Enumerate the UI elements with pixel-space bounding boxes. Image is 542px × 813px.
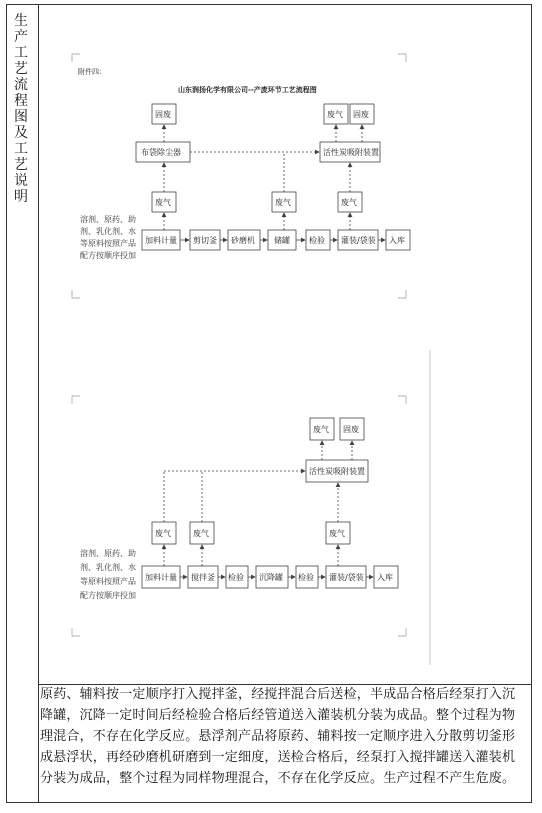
d1-materials-line-2: 剂、乳化剂、水 <box>80 227 136 236</box>
d2-solid-waste-top <box>340 418 364 440</box>
d1-step-storage-in <box>386 230 410 250</box>
process-description: 原药、辅料按一定顺序打入搅拌釜，经搅拌混合后送检，半成品合格后经泵打入沉降罐，沉降一定时间后经检验合格后经管道送入灌装机分装为成品。整个过程为物理混合，不存在化学反应。悬浮剂产品将原药、辅料按一定顺序进入分散剪切釜形成悬浮状，再经砂磨机研磨到一定细度，送检合格后，经泵打入搅拌罐送入灌装机分装为成品，整个过程为同样物理混合，不存在化学反应。生产过程不产生危废。 <box>40 687 516 786</box>
d1-step-filling <box>338 230 378 250</box>
d1-waste-gas-1 <box>152 192 176 212</box>
svg-text:加料计量: 加料计量 <box>145 236 177 245</box>
svg-text:活性炭吸附装置: 活性炭吸附装置 <box>309 467 365 476</box>
svg-text:布袋除尘器: 布袋除尘器 <box>141 148 181 157</box>
d2-carbon-adsorber <box>306 460 368 482</box>
d2-step-mixing-kettle <box>188 566 218 588</box>
d2-step-inspection-1 <box>226 566 248 588</box>
d2-materials-line-4: 配方按顺序投加 <box>80 591 136 600</box>
svg-text:固废: 固废 <box>353 110 369 119</box>
d2-waste-gas-top <box>310 418 334 440</box>
d1-step-storage-tank <box>268 230 296 250</box>
svg-text:废气: 废气 <box>155 198 171 207</box>
d2-step-storage-in <box>374 566 398 588</box>
d1-materials-line-1: 溶剂、原药、助 <box>80 215 136 224</box>
svg-text:检验: 检验 <box>228 573 244 582</box>
d1-bag-dust-collector <box>136 142 190 162</box>
d1-step-shear-kettle <box>190 230 220 250</box>
svg-text:废气: 废气 <box>313 425 329 434</box>
svg-text:剪切釜: 剪切釜 <box>193 236 217 245</box>
d1-step-inspection <box>306 230 330 250</box>
d1-step-sand-mill <box>228 230 260 250</box>
diagram1-title: 山东润扬化学有限公司--产废环节工艺流程图 <box>178 85 317 94</box>
d1-materials-line-3: 等原料按照产品 <box>80 239 136 248</box>
d1-waste-gas-3 <box>338 192 362 212</box>
svg-text:固废: 固废 <box>343 425 359 434</box>
svg-text:检验: 检验 <box>309 236 325 245</box>
svg-text:废气: 废气 <box>341 198 357 207</box>
d2-waste-gas-2 <box>190 522 214 544</box>
d1-materials-line-4: 配方按顺序投加 <box>80 251 136 260</box>
d2-step-settling-tank <box>256 566 288 588</box>
d2-waste-gas-3 <box>326 522 350 544</box>
svg-text:废气: 废气 <box>275 198 291 207</box>
d1-solid-waste-right <box>350 104 374 124</box>
d1-solid-waste-left <box>152 104 176 124</box>
d1-waste-gas-top <box>324 104 348 124</box>
svg-text:灌装/袋装: 灌装/袋装 <box>329 573 364 582</box>
d2-step-feed-metering <box>142 566 180 588</box>
svg-text:沉降罐: 沉降罐 <box>259 573 283 582</box>
d1-waste-gas-2 <box>272 192 296 212</box>
d1-carbon-adsorber <box>320 142 380 162</box>
d2-materials-line-3: 等原料按照产品 <box>80 577 136 586</box>
svg-text:活性炭吸附装置: 活性炭吸附装置 <box>323 148 379 157</box>
d2-materials-line-1: 溶剂、原药、助 <box>80 549 136 558</box>
attachment-label: 附件四： <box>78 68 106 76</box>
svg-text:储罐: 储罐 <box>274 236 290 245</box>
svg-text:砂磨机: 砂磨机 <box>231 236 255 245</box>
svg-text:加料计量: 加料计量 <box>145 573 177 582</box>
sidebar-title: 生产工艺流程图及工艺说明 <box>14 13 28 205</box>
svg-text:废气: 废气 <box>329 529 345 538</box>
svg-text:灌装/袋装: 灌装/袋装 <box>341 236 376 245</box>
svg-text:入库: 入库 <box>389 236 405 245</box>
d2-waste-gas-1 <box>152 522 176 544</box>
svg-text:废气: 废气 <box>155 529 171 538</box>
svg-text:搅拌釜: 搅拌釜 <box>191 573 215 582</box>
svg-text:废气: 废气 <box>193 529 209 538</box>
d2-step-inspection-2 <box>296 566 318 588</box>
d2-materials-line-2: 剂、乳化剂、水 <box>80 563 136 572</box>
d2-step-filling <box>326 566 366 588</box>
svg-text:入库: 入库 <box>377 573 393 582</box>
svg-text:固废: 固废 <box>155 110 171 119</box>
svg-text:检验: 检验 <box>298 573 314 582</box>
d1-step-feed-metering <box>142 230 180 250</box>
svg-text:废气: 废气 <box>327 110 343 119</box>
